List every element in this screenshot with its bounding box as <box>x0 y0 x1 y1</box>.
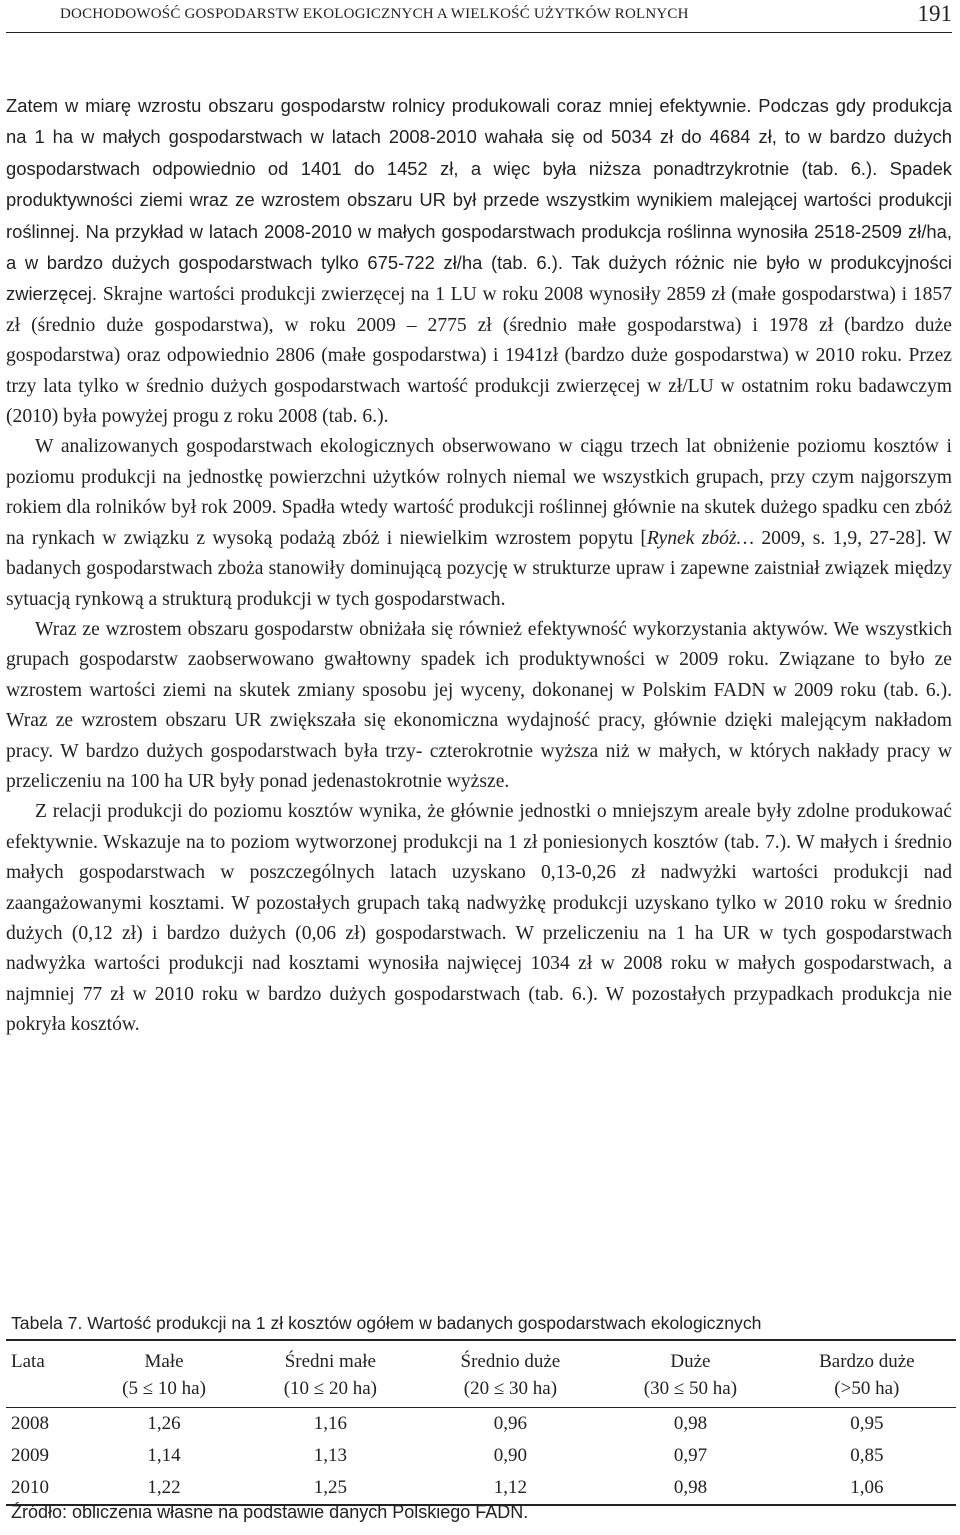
table-cell: 0,90 <box>493 1445 528 1466</box>
text-run: W analizowanych gospodarstwach ekologicznych obserwowano w ciągu trzech lat obniżenie poziomu kosztów i poziomu produkcji na jednostkę powierzchni użytków rolnych niemal we wszystkich grupach, przy czym najgorszym rokiem dla rolników był rok 2009. Spadła wtedy wartość produkcji roślinnej głównie na skutek dużego spadku cen zbóż na rynkach w związku z wysoką podażą zbóż i niewielkim wzrostem popytu [ <box>6 436 952 549</box>
table-cell: 0,96 <box>493 1413 528 1434</box>
running-header <box>6 0 952 33</box>
data-table <box>6 1339 956 1506</box>
text-run: 2009, s. 1,9, 27-28]. W badanych gospodarstwach zboża stanowiły dominującą pozycję w strukturze upraw i zapewne zaistniał związek między sytuacją rynkową a strukturą produkcji w tych gospodarstwach. <box>6 527 952 610</box>
table-row <box>6 1440 956 1472</box>
text-run: Skrajne wartości produkcji zwierzęcej na 1 LU w roku 2008 wynosiły 2859 zł (małe gospodarstwa) i 1857 zł (średnio duże gospodarstwa), w roku 2009 – 2775 zł (średnio małe gospodarstwa) i 1978 zł (bardzo duże gospodarstwa) oraz odpowiednio 2806 (małe gospodarstwa) i 1941zł (bardzo duże gospodarstwa) w 2010 roku. Przez trzy lata tylko w średnio dużych gospodarstwach wartość produkcji zwierzęcej w zł/LU w ostatnim roku badawczym (2010) była powyżej progu z roku 2008 (tab. 6.). <box>6 284 952 428</box>
column-header-lata: Lata <box>11 1351 45 1372</box>
table-cell: 0,97 <box>673 1445 708 1466</box>
column-header-srednio-duze: Średnio duże (20 ≤ 30 ha) <box>460 1351 561 1399</box>
table-source-note: Źródło: obliczenia własne na podstawie danych Polskiego FADN. <box>11 1502 529 1522</box>
paragraph-3 <box>6 615 952 797</box>
table-cell-year: 2008 <box>11 1413 49 1434</box>
table-caption: Tabela 7. Wartość produkcji na 1 zł kosztów ogółem w badanych gospodarstwach ekologicznych <box>11 1313 762 1333</box>
table-cell: 0,85 <box>850 1445 884 1466</box>
table-cell: 1,14 <box>147 1445 181 1466</box>
table-cell: 1,12 <box>493 1477 528 1498</box>
paragraph-1 <box>6 91 952 432</box>
table-cell: 1,16 <box>313 1413 347 1434</box>
table-row <box>6 1472 956 1505</box>
text-run: Zatem w miarę wzrostu obszaru gospodarstw rolnicy produkowali coraz mniej efektywnie. Podczas gdy produkcja na 1 ha w małych gospodarstwach w latach 2008-2010 wahała się od 5034 zł do 4684 zł, to w bardzo dużych gospodarstwach odpowiednio od 1401 do 1452 zł, a więc była niższa ponadtrzykrotnie (tab. 6.). Spadek produktywności ziemi wraz ze wzrostem obszaru UR był przede wszystkim wynikiem malejącej wartości produkcji roślinnej. Na przykład w latach 2008-2010 w małych gospodarstwach produkcja roślinna wynosiła 2518-2509 zł/ha, a w bardzo dużych gospodarstwach tylko 675-722 zł/ha (tab. 6.). Tak dużych różnic nie było w produkcyjności zwierzęcej. <box>6 95 952 305</box>
table-cell: 1,06 <box>850 1477 884 1498</box>
running-title: DOCHODOWOŚĆ GOSPODARSTW EKOLOGICZNYCH A WIELKOŚĆ UŻYTKÓW ROLNYCH <box>60 6 689 22</box>
column-header-male: Małe (5 ≤ 10 ha) <box>122 1351 206 1399</box>
table-cell: 0,95 <box>850 1413 884 1434</box>
table-cell: 1,26 <box>147 1413 181 1434</box>
text-run: Wraz ze wzrostem obszaru gospodarstw obniżała się również efektywność wykorzystania aktywów. We wszystkich grupach gospodarstw zaobserwowano gwałtowny spadek ich produktywności w 2009 roku. Związane to było ze wzrostem wartości ziemi na skutek zmiany sposobu jej wyceny, dokonanej w Polskim FADN w 2009 roku (tab. 6.). Wraz ze wzrostem obszaru UR zwiększała się ekonomiczna wydajność pracy, głównie dzięki malejącym nakładom pracy. W bardzo dużych gospodarstwach była trzy- czterokrotnie wyższa niż w małych, w których nakłady pracy w przeliczeniu na 100 ha UR były ponad jedenastokrotnie wyższe. <box>6 618 952 792</box>
column-header-duze: Duże (30 ≤ 50 ha) <box>643 1351 738 1399</box>
table-row <box>6 1408 956 1441</box>
page-number: 191 <box>917 1 952 26</box>
citation-title: Rynek zbóż… <box>646 527 754 549</box>
body-text <box>6 91 952 1041</box>
table-cell: 0,98 <box>673 1413 708 1434</box>
column-header-sredni-male: Średni małe (10 ≤ 20 ha) <box>283 1351 377 1399</box>
paragraph-4 <box>6 797 952 1040</box>
table-cell: 1,25 <box>313 1477 347 1498</box>
table-cell: 1,22 <box>147 1477 181 1498</box>
table-cell: 0,98 <box>673 1477 708 1498</box>
table-cell: 1,13 <box>313 1445 347 1466</box>
table-cell-year: 2009 <box>11 1445 49 1466</box>
column-header-bardzo-duze: Bardzo duże (>50 ha) <box>819 1351 915 1399</box>
text-run: Z relacji produkcji do poziomu kosztów wynika, że głównie jednostki o mniejszym areale były zdolne produkować efektywnie. Wskazuje na to poziom wytworzonej produkcji na 1 zł poniesionych kosztów (tab. 7.). W małych i średnio małych gospodarstwach w poszczególnych latach uzyskano 0,13-0,26 zł nadwyżki wartości produkcji nad zaangażowanymi kosztami. W pozostałych grupach taką nadwyżkę produkcji uzyskano tylko w 2010 roku w średnio dużych (0,12 zł) i bardzo dużych (0,06 zł) gospodarstwach. W przeliczeniu na 1 ha UR w tych gospodarstwach nadwyżka wartości produkcji nad kosztami wynosiła najwięcej 1034 zł w 2008 roku w małych gospodarstwach, a najmniej 77 zł w 2010 roku w bardzo dużych gospodarstwach (tab. 6.). W pozostałych przypadkach produkcja nie pokryła kosztów. <box>6 801 952 1036</box>
paragraph-2 <box>6 432 952 614</box>
table-cell-year: 2010 <box>11 1477 49 1498</box>
table-header-row <box>6 1340 956 1408</box>
